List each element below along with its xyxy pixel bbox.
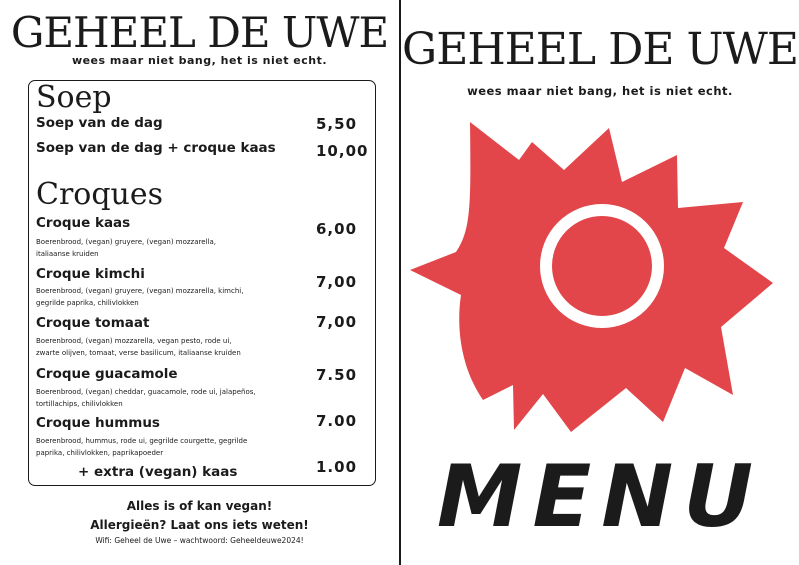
- item-price: 7.00: [316, 412, 358, 430]
- item-name: Croque hummus: [36, 415, 160, 431]
- item-description: tortillachips, chilivlokken: [36, 400, 123, 408]
- item-description: Boerenbrood, (vegan) gruyere, (vegan) mozzarella,: [36, 238, 216, 246]
- item-description: zwarte olijven, tomaat, verse basilicum, italiaanse kruiden: [36, 349, 241, 357]
- allergy-note: Allergieën? Laat ons iets weten!: [90, 518, 309, 532]
- item-description: Boerenbrood, (vegan) gruyere, (vegan) mozzarella, kimchi,: [36, 287, 244, 295]
- brand-tagline: wees maar niet bang, het is niet echt.: [71, 54, 328, 67]
- item-price: 6,00: [316, 220, 358, 238]
- cover-page: [401, 0, 799, 565]
- extra-cheese-item: + extra (vegan) kaas: [78, 464, 238, 480]
- item-name: Soep van de dag + croque kaas: [36, 140, 276, 156]
- wifi-info: Wifi: Geheel de Uwe – wachtwoord: Geheeldeuwe2024!: [95, 536, 304, 545]
- item-price: 7,00: [316, 273, 358, 291]
- vegan-note: Alles is of kan vegan!: [126, 499, 273, 513]
- item-price: 7,00: [316, 313, 358, 331]
- cover-brand-name: GEHEEL DE UWE: [402, 24, 798, 75]
- menu-title: MENU: [436, 447, 764, 547]
- item-description: italiaanse kruiden: [36, 250, 99, 258]
- item-price: 10,00: [316, 142, 369, 160]
- item-description: Boerenbrood, (vegan) cheddar, guacamole, rode ui, jalapeños,: [36, 388, 256, 396]
- cover-brand-tagline: wees maar niet bang, het is niet echt.: [467, 84, 733, 98]
- item-name: Croque kaas: [36, 215, 131, 231]
- item-price: 7.50: [316, 366, 358, 384]
- item-name: Soep van de dag: [36, 115, 163, 131]
- item-description: gegrilde paprika, chilivlokken: [36, 299, 139, 307]
- item-price: 5,50: [316, 115, 358, 133]
- logo-starburst-icon: [401, 110, 799, 450]
- item-description: Boerenbrood, (vegan) mozzarella, vegan pesto, rode ui,: [36, 337, 232, 345]
- menu-page: [0, 0, 399, 565]
- item-description: Boerenbrood, hummus, rode ui, gegrilde courgette, gegrilde: [36, 437, 248, 445]
- section-title-soep: Soep: [36, 80, 112, 115]
- item-price: 1.00: [316, 458, 358, 476]
- brand-name: GEHEEL DE UWE: [10, 8, 389, 57]
- section-title-croques: Croques: [36, 177, 164, 212]
- item-name: Croque kimchi: [36, 266, 145, 282]
- item-name: Croque guacamole: [36, 366, 178, 382]
- item-description: paprika, chilivlokken, paprikapoeder: [36, 449, 164, 457]
- item-name: Croque tomaat: [36, 315, 150, 331]
